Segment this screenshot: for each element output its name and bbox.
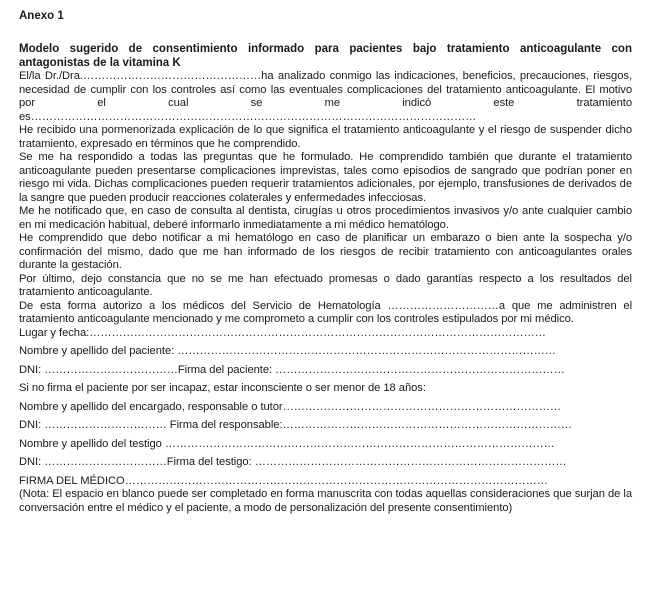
document-note: (Nota: El espacio en blanco puede ser completado en forma manuscrita con todas aquellas consideraciones que surjan de la conversación entre el médico y el paciente, a modo de personalización del presente consentimiento) <box>19 488 632 514</box>
field-place-date: Lugar y fecha:…………………………………………………………………………………………………………… <box>19 326 546 339</box>
paragraph-complications: Se me ha respondido a todas las preguntas que he formulado. He comprendido también que durante el tratamiento anticoagulante pueden presentarse complicaciones imprevistas, tales como episodios de sangrado que podrían poner en riesgo mi vida. Dichas complicaciones pueden requerir tratamientos adicionales, por ejemplo, transfusiones de derivados de la sangre que pueden producir reacciones colaterales y enfermedades infecciosas. <box>19 151 632 204</box>
paragraph-explanation-received: He recibido una pormenorizada explicación de lo que significa el tratamiento anticoagulante y el riesgo de suspender dicho tratamiento, expresado en términos que he comprendido. <box>19 124 632 150</box>
field-witness-dni-signature: DNI: ……………………………Firma del testigo: ………………………………………………………………………… <box>19 456 567 468</box>
field-patient-name: Nombre y apellido del paciente: ………………………………………………………………………………………… <box>19 345 556 357</box>
paragraph-pregnancy: He comprendido que debo notificar a mi hematólogo en caso de planificar un embarazo o bien ante la sospecha y/o confirmación del mismo, dado que me han informado de los riesgos de recibir tratamiento con anticoagulantes orales durante la gestación. <box>19 232 632 271</box>
field-incapable-notice: Si no firma el paciente por ser incapaz, estar inconsciente o ser menor de 18 años: <box>19 382 426 394</box>
paragraph-dentist-notification: Me he notificado que, en caso de consulta al dentista, cirugías u otros procedimientos invasivos y/o ante cualquier cambio en mi medicación habitual, deberé informarlo inmediatamente a mi médico hematólogo. <box>19 205 632 231</box>
field-witness-name: Nombre y apellido del testigo …………………………………………………………………………………………… <box>19 437 555 450</box>
field-guardian-dni-signature: DNI: …………………………… Firma del responsable:…………………………………………………………………… <box>19 419 573 431</box>
field-guardian-name: Nombre y apellido del encargado, responsable o tutor………………………………………………………………… <box>19 400 562 413</box>
paragraph-no-guarantees: Por último, dejo constancia que no se me han efectuado promesas o dado garantías respecto a los resultados del tratamiento anticoagulante. <box>19 272 632 298</box>
field-doctor-signature: FIRMA DEL MÉDICO…………………………………………………………………………………………………… <box>19 474 548 487</box>
annex-label: Anexo 1 <box>19 10 64 22</box>
paragraph-authorization: De esta forma autorizo a los médicos del Servicio de Hematología …………………………a que me administren el tratamiento anticoagulante mencionado y me comprometo a cumplir con los controles estipulados por mi médico. <box>19 299 632 325</box>
field-patient-dni-signature: DNI: ………………………………Firma del paciente: …………………………………………………………………… <box>19 363 565 376</box>
document-title: Modelo sugerido de consentimiento informado para pacientes bajo tratamiento anticoagulante con antagonistas de la vitamina K <box>19 43 632 69</box>
paragraph-doctor-explanation: El/la Dr./Dra.…………………………………………ha analizado conmigo las indicaciones, beneficios, precauciones, riesgos, necesidad de cumplir con los controles así como las eventuales complicaciones del tratamiento anticoagulante. El motivo por el cual se me indicó este tratamiento es………………………………………………………………………………………………………… <box>19 70 632 123</box>
